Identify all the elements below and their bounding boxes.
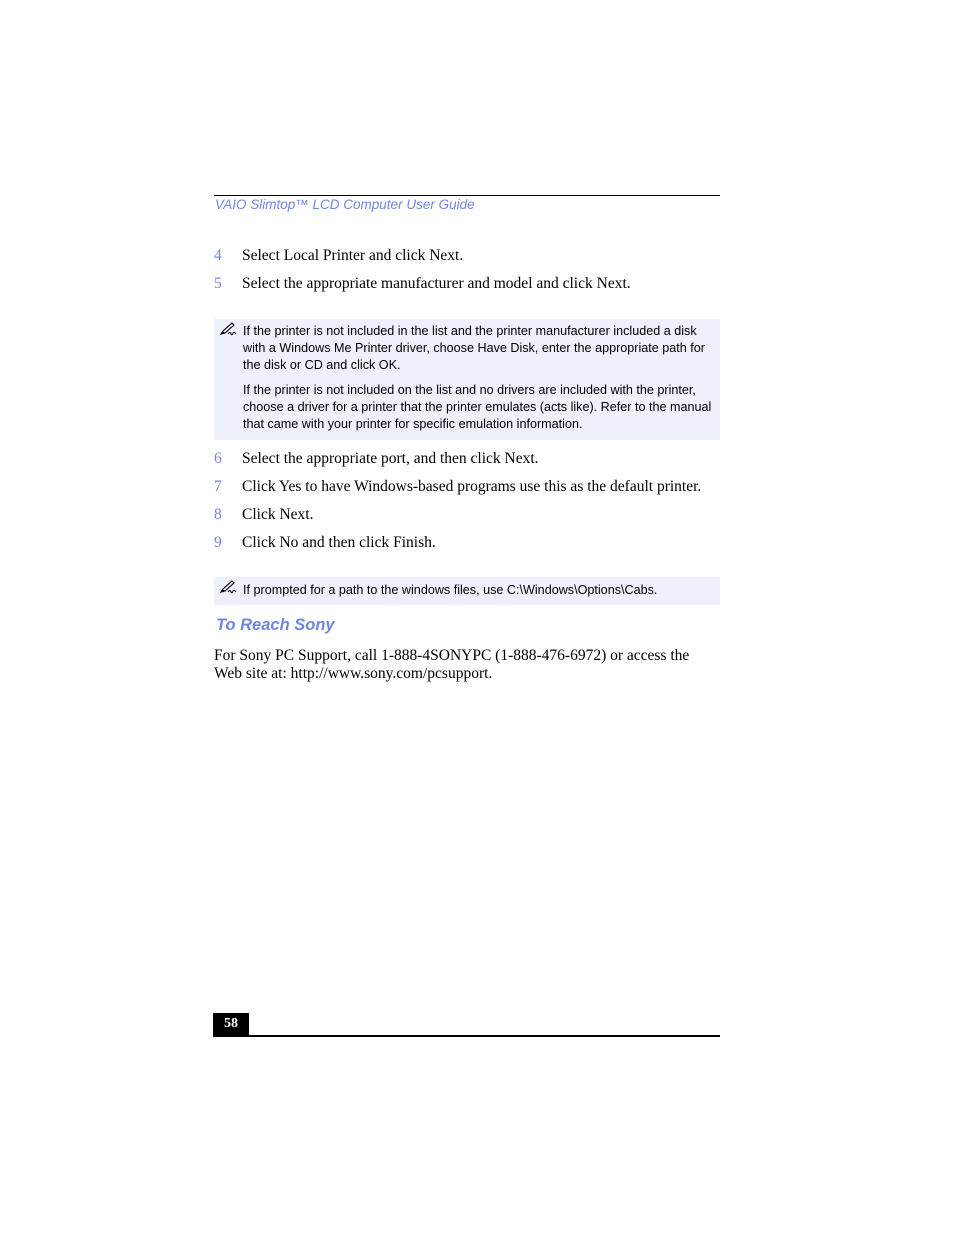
step-number: 7 (214, 478, 222, 495)
note-paragraph: If the printer is not included on the list and no drivers are included with the printer, choose a driver for a printer that the printer emulates (acts like). Refer to the manual that came with your printer for specific emulation information. (243, 383, 712, 431)
step-text: Click Yes to have Windows-based programs use this as the default printer. (242, 478, 702, 495)
note-paragraph: If the printer is not included in the list and the printer manufacturer included a disk with a Windows Me Printer driver, choose Have Disk, enter the appropriate path for the disk or CD and click OK. (243, 324, 705, 372)
step-text: Select the appropriate manufacturer and model and click Next. (242, 275, 631, 292)
header-rule (214, 195, 720, 196)
step-number: 5 (214, 275, 222, 292)
section-heading: To Reach Sony (216, 616, 335, 634)
step-text: Select the appropriate port, and then click Next. (242, 450, 539, 467)
step-6 (214, 450, 720, 468)
note-paragraph: If prompted for a path to the windows files, use C:\Windows\Options\Cabs. (243, 583, 658, 597)
step-number: 4 (214, 247, 222, 264)
document-title: VAIO Slimtop™ LCD Computer User Guide (215, 197, 475, 212)
page-number: 58 (213, 1013, 249, 1037)
step-8 (214, 506, 720, 524)
step-text: Click No and then click Finish. (242, 534, 436, 551)
step-9 (214, 534, 720, 552)
step-5 (214, 275, 720, 293)
step-number: 9 (214, 534, 222, 551)
step-7 (214, 478, 720, 496)
pen-note-icon (220, 580, 238, 594)
step-text: Click Next. (242, 506, 314, 523)
support-paragraph: For Sony PC Support, call 1-888-4SONYPC (1-888-476-6972) or access the Web site at: http://www.sony.com/pcsupport. (214, 647, 690, 682)
note-box (214, 577, 720, 605)
step-number: 8 (214, 506, 222, 523)
pen-note-icon (220, 322, 238, 336)
step-text: Select Local Printer and click Next. (242, 247, 464, 264)
step-4 (214, 247, 720, 265)
note-box (214, 319, 720, 440)
footer-rule (213, 1035, 720, 1037)
step-number: 6 (214, 450, 222, 467)
